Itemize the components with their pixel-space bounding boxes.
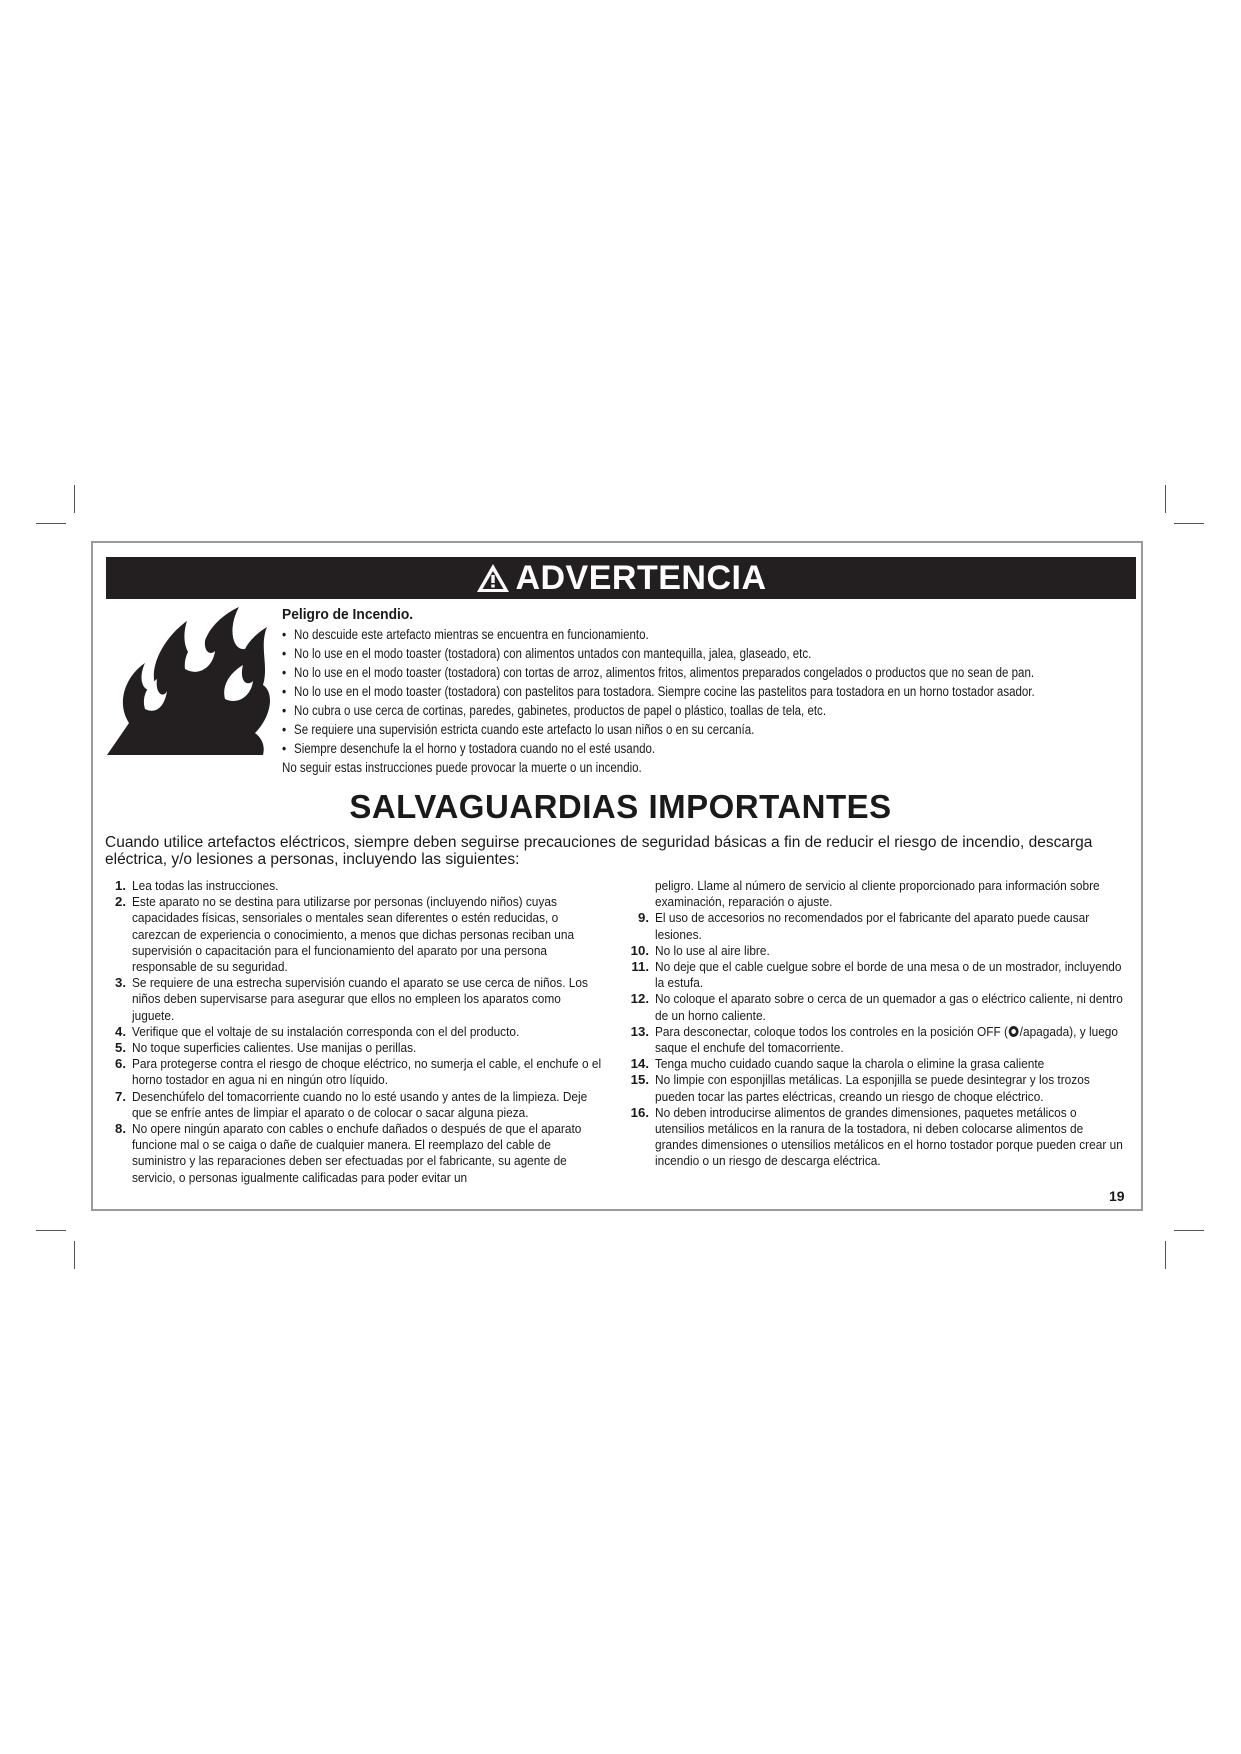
- list-item: 12. No coloque el aparato sobre o cerca de un quemador a gas o eléctrico caliente, ni dentro de un horno caliente.: [630, 991, 1123, 1023]
- list-item: 16. No deben introducirse alimentos de grandes dimensiones, paquetes metálicos o utensilios metálicos en la ranura de la tostadora, ni deben colocarse alimentos de grandes dimensiones o utensilios metálicos en el horno tostador porque pueden crear un incendio o un riesgo de descarga eléctrica.: [630, 1104, 1123, 1169]
- list-item: 9. El uso de accesorios no recomendados por el fabricante del aparato puede causar lesiones.: [638, 910, 1090, 942]
- warning-triangle-icon: [475, 562, 511, 594]
- fire-hazard-section: [282, 606, 1132, 777]
- crop-mark: [74, 485, 75, 513]
- list-item: • No descuide este artefacto mientras se encuentra en funcionamiento.: [282, 626, 649, 642]
- list-item: • Se requiere una supervisión estricta cuando este artefacto lo usan niños o en su cercanía.: [282, 721, 755, 737]
- list-item: 8. No opere ningún aparato con cables o enchufe dañados o después de que el aparato funcione mal o se caiga o dañe de cualquier manera. El reemplazo del cable de suministro y las reparaciones deben ser efectuadas por el fabricante, su agente de servicio, o personas igualmente calificadas para poder evitar un: [115, 1121, 582, 1185]
- list-item: 15. No limpie con esponjillas metálicas. La esponjilla se puede desintegrar y los trozos pueden tocar las partes eléctricas, creando un riesgo de choque eléctrico.: [630, 1072, 1090, 1104]
- list-item: 10. No lo use al aire libre.: [630, 942, 770, 958]
- crop-mark: [1174, 1230, 1204, 1231]
- list-item: • No cubra o use cerca de cortinas, paredes, gabinetes, productos de papel o plástico, toallas de tela, etc.: [282, 702, 827, 718]
- list-item: 14. Tenga mucho cuidado cuando saque la charola o elimine la grasa caliente: [630, 1056, 1045, 1072]
- list-item: 11. No deje que el cable cuelgue sobre el borde de una mesa o de un mostrador, incluyendo la estufa.: [631, 959, 1122, 991]
- hazard-title: Peligro de Incendio.: [282, 606, 414, 623]
- hazard-list: [282, 625, 1132, 758]
- safeguards-intro: Cuando utilice artefactos eléctricos, siempre deben seguirse precauciones de seguridad básicas a fin de reducir el riesgo de incendio, descarga eléctrica, y/o lesiones a personas, incluyendo las siguientes:: [105, 834, 1093, 868]
- bullet: •: [282, 645, 287, 661]
- crop-mark: [1165, 1241, 1166, 1269]
- crop-mark: [36, 523, 66, 524]
- bullet: •: [282, 721, 287, 737]
- list-item: 5. No toque superficies calientes. Use manijas o perillas.: [115, 1040, 417, 1056]
- safeguards-left-column: [105, 878, 605, 1186]
- safeguards-title: SALVAGUARDIAS IMPORTANTES: [349, 788, 892, 825]
- list-item: • Siempre desenchufe la el horno y tostadora cuando no el esté usando.: [282, 740, 656, 756]
- crop-mark: [36, 1230, 66, 1231]
- bullet: •: [282, 683, 287, 699]
- bullet: •: [282, 702, 287, 718]
- bullet: •: [282, 664, 287, 680]
- crop-mark: [1174, 523, 1204, 524]
- list-item: 3. Se requiere de una estrecha supervisión cuando el aparato se use cerca de niños. Los niños deben supervisarse para asegurar que ellos no empleen los aparatos como juguete.: [115, 975, 588, 1023]
- list-item-continuation: peligro. Llame al número de servicio al cliente proporcionado para información sobre examinación, reparación o ajuste.: [655, 878, 1100, 910]
- flame-icon: [105, 605, 275, 757]
- list-item: 1. Lea todas las instrucciones.: [115, 878, 279, 893]
- power-off-icon: [1009, 1026, 1019, 1037]
- warning-banner: [106, 557, 1136, 599]
- list-item: • No lo use en el modo toaster (tostadora) con tortas de arroz, alimentos fritos, alimentos preparados congelados o productos que no sean de pan.: [282, 664, 1035, 680]
- hazard-footer: No seguir estas instrucciones puede provocar la muerte o un incendio.: [282, 760, 642, 775]
- list-item: 4. Verifique que el voltaje de su instalación corresponda con el del producto.: [115, 1023, 520, 1039]
- list-item: 6. Para protegerse contra el riesgo de choque eléctrico, no sumerja el cable, el enchufe o el horno tostador en agua ni en ningún otro líquido.: [115, 1056, 602, 1088]
- page-number: 19: [1109, 1188, 1125, 1204]
- warning-title: ADVERTENCIA: [515, 558, 767, 597]
- crop-mark: [1165, 485, 1166, 513]
- list-item: • No lo use en el modo toaster (tostadora) con pastelitos para tostadora. Siempre cocine las pastelitos para tostadora en un horno tostador asador.: [282, 683, 1035, 699]
- crop-mark: [74, 1241, 75, 1269]
- list-item: 13. Para desconectar, coloque todos los controles en la posición OFF ( /apagada), y luego saque el enchufe del tomacorriente.: [630, 1023, 1118, 1056]
- list-item: • No lo use en el modo toaster (tostadora) con alimentos untados con mantequilla, jalea, glaseado, etc.: [282, 645, 812, 661]
- bullet: •: [282, 626, 287, 642]
- list-item: 2. Este aparato no se destina para utilizarse por personas (incluyendo niños) cuyas capacidades físicas, sensoriales o mentales sean diferentes o estén reducidas, o carezcan de experiencia o conocimiento, a menos que dichas personas reciban una supervisión o capacitación para el funcionamiento del aparato por una persona responsable de su seguridad.: [115, 894, 575, 975]
- bullet: •: [282, 740, 287, 756]
- list-item: 7. Desenchúfelo del tomacorriente cuando no lo esté usando y antes de la limpieza. Deje que se enfríe antes de limpiar el aparato o de colocar o sacar alguna pieza.: [115, 1088, 588, 1120]
- safeguards-right-column: [628, 878, 1128, 1170]
